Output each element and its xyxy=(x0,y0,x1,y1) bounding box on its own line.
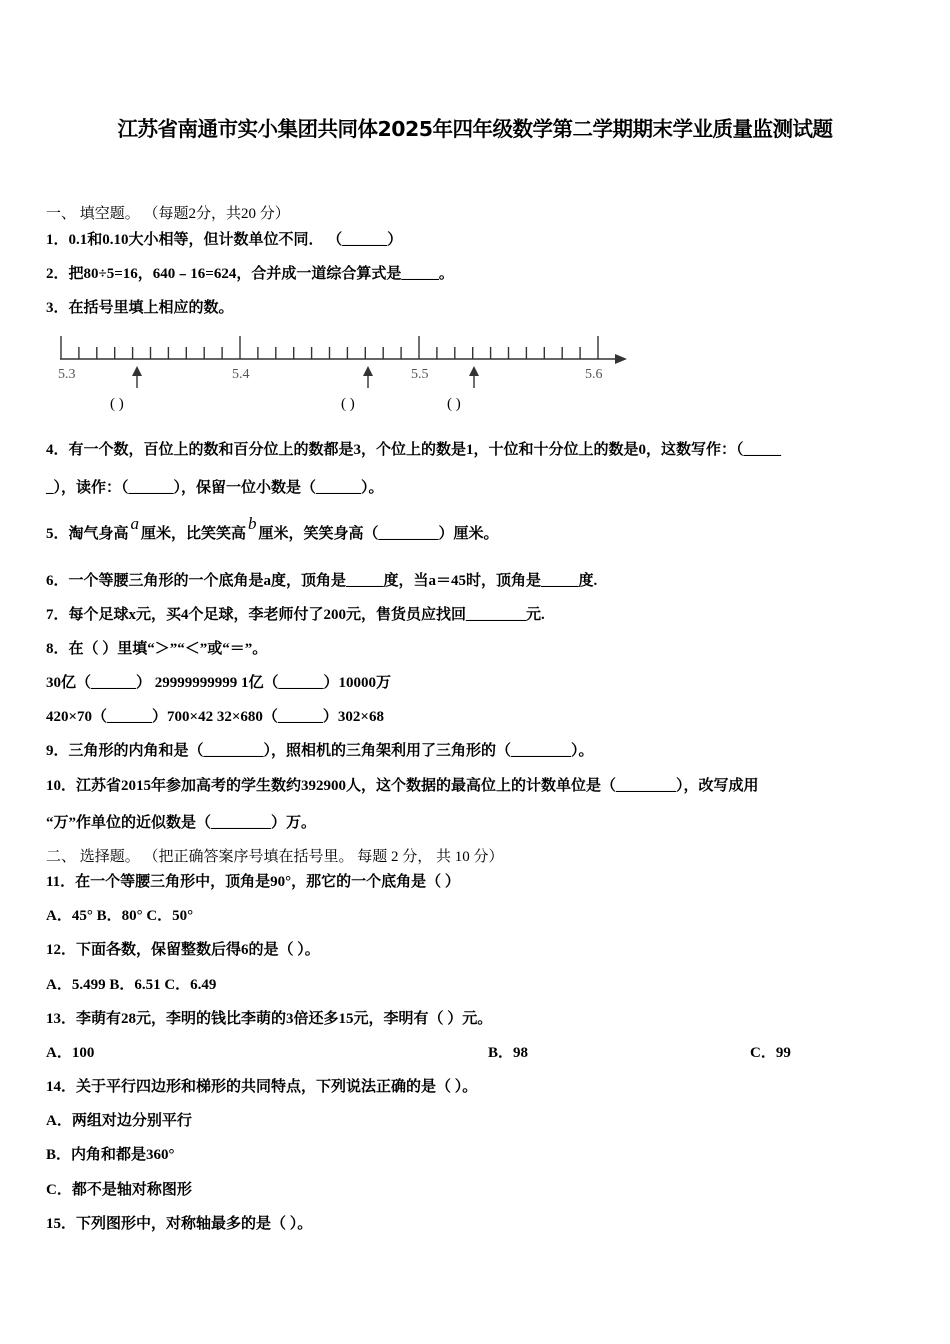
question-10-line-1: 10．江苏省2015年参加高考的学生数约392900人，这个数据的最高位上的计数单位是（________），改写成用 xyxy=(46,778,759,794)
option-c: C．99 xyxy=(750,1045,791,1061)
tick-label-5-5: 5.5 xyxy=(411,367,429,382)
question-14-option-a: A．两组对边分别平行 xyxy=(46,1113,192,1129)
question-14-option-c: C．都不是轴对称图形 xyxy=(46,1182,192,1198)
up-arrow-icon xyxy=(132,366,142,388)
question-4-line-1: 4．有一个数，百位上的数和百分位上的数都是3，个位上的数是1，十位和十分位上的数是0，这数写作：（_____ xyxy=(46,442,782,458)
question-12: 12．下面各数，保留整数后得6的是（ ）。 xyxy=(46,942,320,958)
question-14: 14．关于平行四边形和梯形的共同特点，下列说法正确的是（ ）。 xyxy=(46,1079,478,1095)
section-2-header: 二、 选择题。 （把正确答案序号填在括号里。 每题 2 分， 共 10 分） xyxy=(46,849,504,865)
question-13: 13．李萌有28元，李明的钱比李萌的3倍还多15元，李明有（ ）元。 xyxy=(46,1011,493,1027)
tick-label-5-3: 5.3 xyxy=(58,367,76,382)
number-line-blank-2: ( ) xyxy=(341,396,355,412)
question-8-row-2: 420×70（______）700×42 32×680（______）302×68 xyxy=(46,709,384,725)
question-11-options: A．45° B．80° C．50° xyxy=(46,908,194,924)
question-9: 9．三角形的内角和是（________），照相机的三角架利用了三角形的（________）。 xyxy=(46,743,594,759)
question-2: 2．把80÷5=16，640﹣16=624，合并成一道综合算式是_____。 xyxy=(46,266,454,282)
question-11: 11．在一个等腰三角形中，顶角是90°，那它的一个底角是（ ） xyxy=(46,874,460,890)
question-10-line-2: “万”作单位的近似数是（________）万。 xyxy=(46,815,317,831)
question-4-line-2: _），读作：（______），保留一位小数是（______）。 xyxy=(46,480,384,496)
question-5-part-a: 5．淘气身高 xyxy=(46,526,129,542)
variable-b: b xyxy=(248,514,257,533)
question-1: 1．0.1和0.10大小相等，但计数单位不同． （______） xyxy=(46,232,403,248)
page-title: 江苏省南通市实小集团共同体2025年四年级数学第二学期期末学业质量监测试题 xyxy=(117,117,833,141)
question-5 xyxy=(46,514,499,543)
up-arrow-icon xyxy=(469,366,479,388)
question-3: 3．在括号里填上相应的数。 xyxy=(46,300,234,316)
option-b: B．98 xyxy=(488,1045,529,1061)
question-14-option-b: B．内角和都是360° xyxy=(46,1147,175,1163)
number-line-ticks xyxy=(60,336,627,364)
question-12-options: A．5.499 B．6.51 C．6.49 xyxy=(46,977,217,993)
axis-arrow-icon xyxy=(615,354,627,364)
question-7: 7．每个足球x元，买4个足球，李老师付了200元，售货员应找回________元. xyxy=(46,607,545,623)
tick-label-5-4: 5.4 xyxy=(232,367,250,382)
question-5-part-c: 厘米，笑笑身高（________）厘米。 xyxy=(258,526,499,542)
question-8-row-1: 30亿（______） 29999999999 1亿（______）10000万 xyxy=(46,675,392,691)
tick-label-5-6: 5.6 xyxy=(585,367,603,382)
number-line-blank-1: ( ) xyxy=(110,396,124,412)
question-8: 8．在（ ）里填“＞”“＜”或“＝”。 xyxy=(46,641,268,657)
question-5-part-b: 厘米，比笑笑高 xyxy=(141,526,247,542)
option-a: A．100 xyxy=(46,1045,95,1061)
number-line-blank-3: ( ) xyxy=(447,396,461,412)
section-1-header: 一、 填空题。 （每题2分，共20 分） xyxy=(46,206,290,222)
number-line-figure xyxy=(55,328,635,388)
variable-a: a xyxy=(130,514,140,533)
question-6: 6．一个等腰三角形的一个底角是a度，顶角是_____度，当a＝45时，顶角是_____度. xyxy=(46,573,598,589)
up-arrow-icon xyxy=(363,366,373,388)
question-15: 15．下列图形中，对称轴最多的是（ ）。 xyxy=(46,1216,313,1232)
